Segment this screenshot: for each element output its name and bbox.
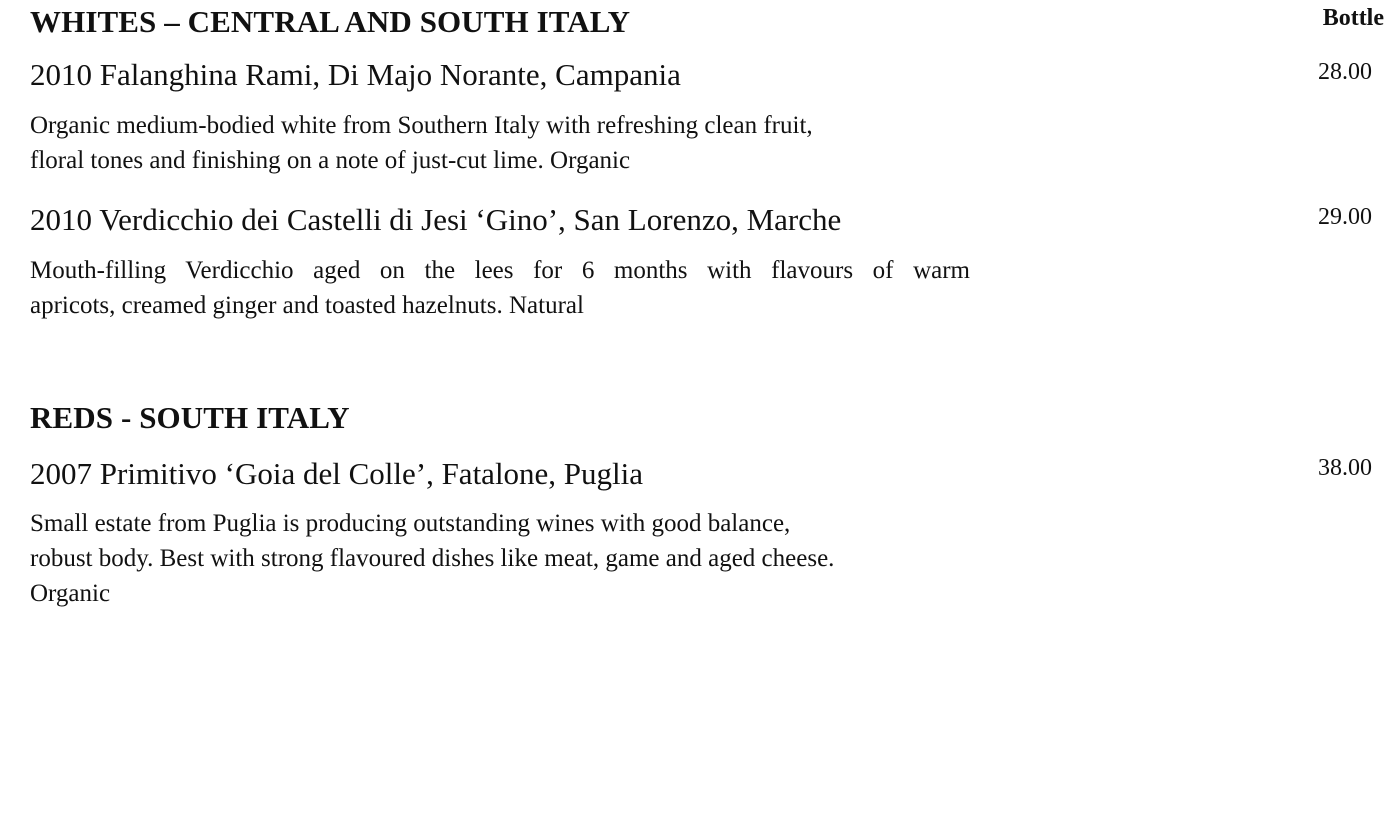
description-line: floral tones and finishing on a note of just-cut lime. Organic bbox=[30, 147, 631, 174]
description-line: Mouth-filling Verdicchio aged on the lees for 6 months with flavours of warm bbox=[30, 257, 970, 284]
description-line: Small estate from Puglia is producing outstanding wines with good balance, bbox=[30, 510, 791, 537]
section-heading-whites: WHITES – CENTRAL AND SOUTH ITALY bbox=[30, 4, 631, 39]
description-line: apricots, creamed ginger and toasted hazelnuts. Natural bbox=[30, 292, 584, 319]
wine-name-falanghina: 2010 Falanghina Rami, Di Majo Norante, Campania bbox=[30, 57, 681, 92]
wine-description-falanghina bbox=[30, 108, 970, 178]
wine-price-verdicchio: 29.00 bbox=[1318, 204, 1372, 230]
section-heading-reds: REDS - SOUTH ITALY bbox=[30, 400, 350, 435]
bottle-column-header: Bottle bbox=[1322, 5, 1384, 31]
wine-description-verdicchio bbox=[30, 253, 970, 323]
wine-price-falanghina: 28.00 bbox=[1318, 59, 1372, 85]
wine-description-primitivo bbox=[30, 506, 970, 611]
wine-name-primitivo: 2007 Primitivo ‘Goia del Colle’, Fatalone, Puglia bbox=[30, 456, 644, 491]
description-line: Organic medium-bodied white from Southern Italy with refreshing clean fruit, bbox=[30, 112, 813, 139]
description-line: robust body. Best with strong flavoured dishes like meat, game and aged cheese. bbox=[30, 545, 835, 572]
wine-price-primitivo: 38.00 bbox=[1318, 455, 1372, 481]
description-line: Organic bbox=[30, 580, 111, 607]
wine-name-verdicchio: 2010 Verdicchio dei Castelli di Jesi ‘Gino’, San Lorenzo, Marche bbox=[30, 202, 842, 237]
